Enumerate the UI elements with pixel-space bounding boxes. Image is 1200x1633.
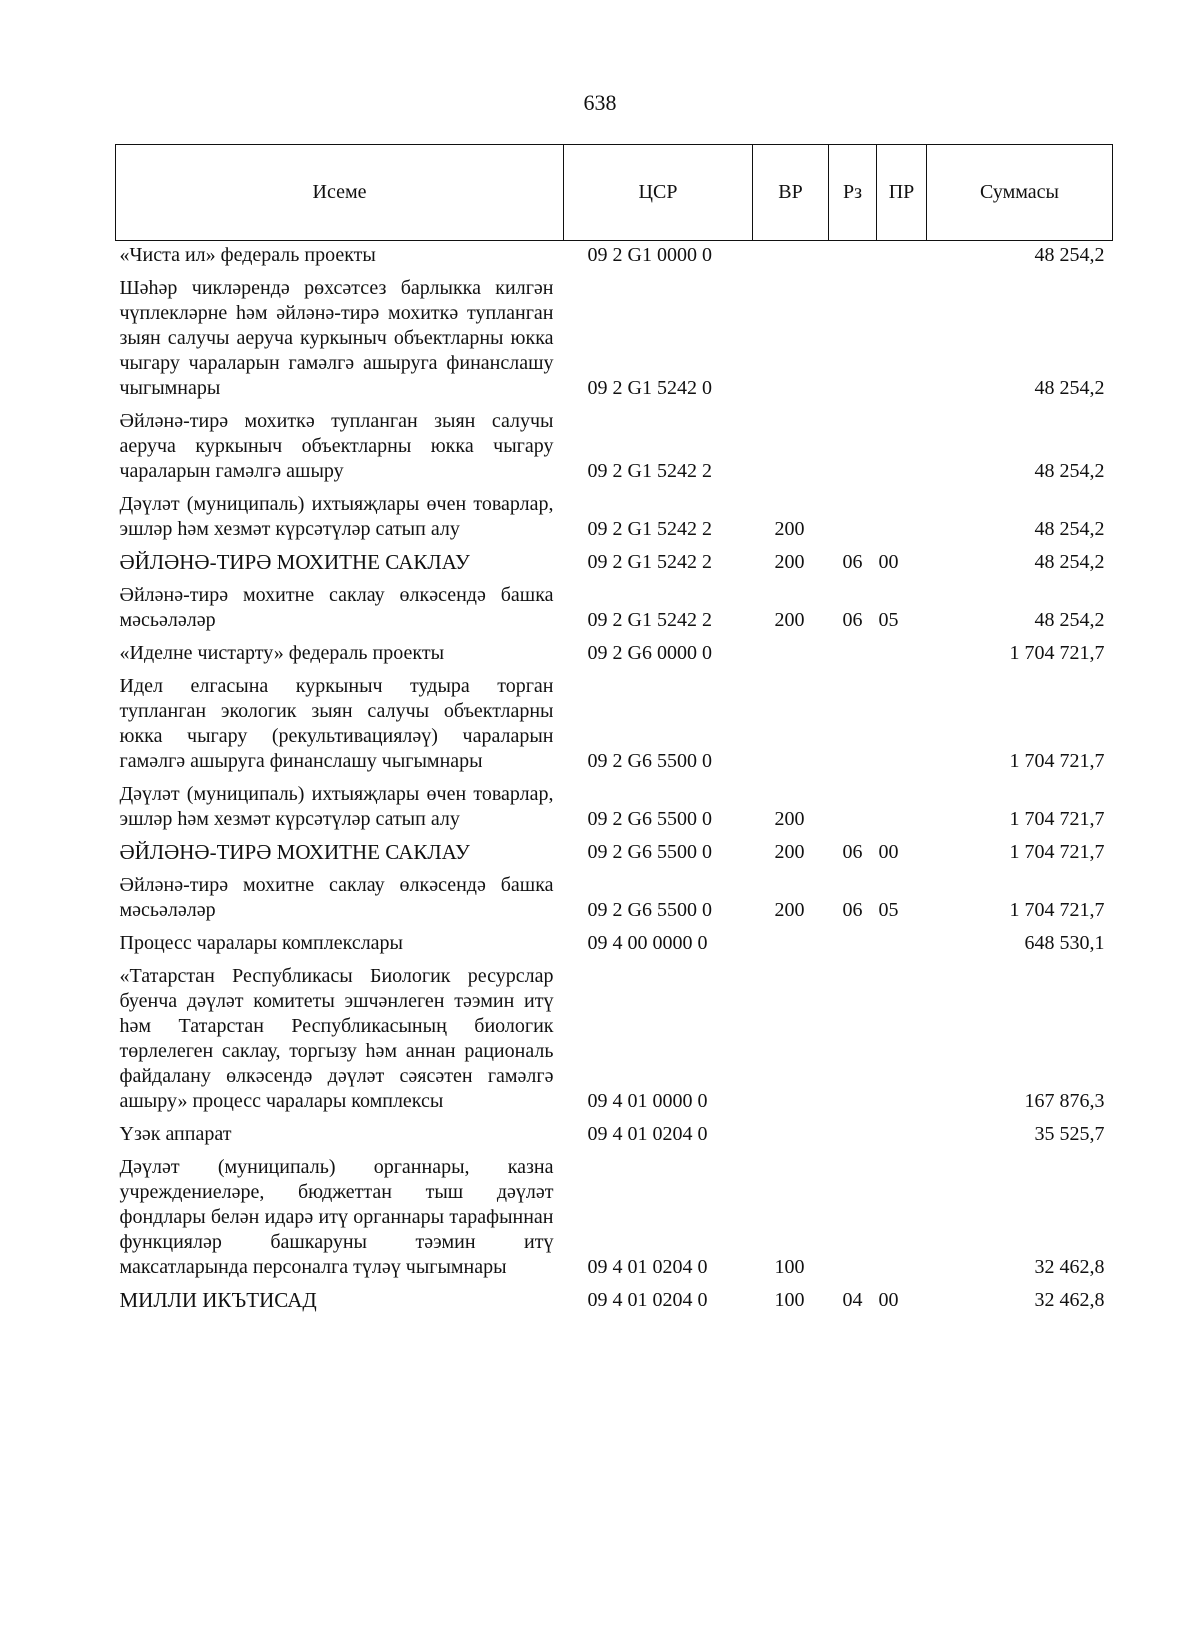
cell-vr: 200 — [774, 841, 805, 863]
table-row — [116, 545, 1113, 578]
cell-rz — [829, 777, 877, 835]
cell-rz: 06 — [842, 551, 863, 573]
cell-csr: 09 2 G1 5242 2 — [587, 609, 712, 631]
header-rz: Рз — [829, 145, 877, 241]
cell-name: «Чиста ил» федераль проекты — [119, 244, 376, 266]
table-row — [116, 636, 1113, 669]
budget-table — [115, 144, 1113, 1316]
cell-csr: 09 2 G1 5242 0 — [587, 377, 712, 399]
cell-csr: 09 2 G1 5242 2 — [587, 518, 712, 540]
header-name: Исеме — [116, 145, 564, 241]
cell-csr: 09 2 G1 5242 2 — [587, 551, 712, 573]
cell-pr: 00 — [878, 551, 899, 573]
header-pr: ПР — [877, 145, 927, 241]
cell-rz — [829, 959, 877, 1117]
cell-rz — [829, 241, 877, 272]
cell-rz: 04 — [842, 1289, 863, 1311]
cell-name: ӘЙЛӘНӘ-ТИРӘ МОХИТНЕ САКЛАУ — [119, 550, 470, 574]
cell-pr — [877, 271, 927, 404]
cell-rz: 06 — [842, 841, 863, 863]
cell-pr — [877, 669, 927, 777]
cell-vr — [753, 1117, 829, 1150]
table-row — [116, 271, 1113, 404]
header-vr: ВР — [753, 145, 829, 241]
cell-sum: 48 254,2 — [1034, 551, 1105, 573]
cell-csr: 09 2 G6 0000 0 — [587, 642, 712, 664]
page-number: 638 — [583, 90, 617, 115]
cell-rz — [829, 1117, 877, 1150]
cell-sum: 48 254,2 — [1034, 460, 1105, 482]
cell-rz — [829, 926, 877, 959]
cell-sum: 1 704 721,7 — [1009, 642, 1105, 664]
cell-rz — [829, 487, 877, 545]
table-row — [116, 1150, 1113, 1283]
cell-sum: 32 462,8 — [1034, 1256, 1105, 1278]
cell-name: Әйләнә-тирә мохиткә тупланган зыян салучы аеруча куркыныч объектларны юкка чыгару чараларын гамәлгә ашыру — [119, 410, 554, 482]
cell-name: Дәүләт (муниципаль) ихтыяҗлары өчен товарлар, эшләр һәм хезмәт күрсәтүләр сатып алу — [119, 493, 554, 540]
cell-vr: 200 — [774, 808, 805, 830]
cell-pr — [877, 636, 927, 669]
cell-vr — [753, 926, 829, 959]
cell-vr: 200 — [774, 551, 805, 573]
cell-vr — [753, 669, 829, 777]
table-row — [116, 578, 1113, 636]
cell-pr — [877, 1117, 927, 1150]
table-row — [116, 669, 1113, 777]
table-row — [116, 835, 1113, 868]
cell-csr: 09 4 01 0204 0 — [587, 1123, 708, 1145]
cell-name: Процесс чаралары комплекслары — [119, 932, 403, 954]
cell-csr: 09 2 G6 5500 0 — [587, 841, 712, 863]
cell-csr: 09 2 G6 5500 0 — [587, 899, 712, 921]
cell-pr: 05 — [878, 899, 899, 921]
cell-vr: 200 — [774, 518, 805, 540]
cell-vr — [753, 636, 829, 669]
cell-vr: 100 — [774, 1256, 805, 1278]
table-row — [116, 241, 1113, 272]
table-row — [116, 959, 1113, 1117]
cell-name: Дәүләт (муниципаль) ихтыяҗлары өчен товарлар, эшләр һәм хезмәт күрсәтүләр сатып алу — [119, 783, 554, 830]
cell-sum: 1 704 721,7 — [1009, 750, 1105, 772]
cell-vr — [753, 959, 829, 1117]
table-body — [116, 241, 1113, 1317]
table-row — [116, 404, 1113, 487]
cell-name: Үзәк аппарат — [119, 1123, 232, 1145]
cell-name: ӘЙЛӘНӘ-ТИРӘ МОХИТНЕ САКЛАУ — [119, 840, 470, 864]
cell-name: Шәһәр чикләрендә рөхсәтсез барлыкка килгән чүплекләрне һәм әйләнә-тирә мохиткә тупланган зыян салучы аеруча куркыныч объектларны юкка чыгару чараларын гамәлгә ашыруга финанслашу чыгымнары — [119, 277, 554, 399]
cell-name: Әйләнә-тирә мохитне саклау өлкәсендә башка мәсьәләләр — [119, 584, 554, 631]
cell-sum: 32 462,8 — [1034, 1289, 1105, 1311]
cell-csr: 09 2 G1 0000 0 — [587, 244, 712, 266]
cell-sum: 48 254,2 — [1034, 377, 1105, 399]
cell-pr — [877, 959, 927, 1117]
cell-vr — [753, 241, 829, 272]
cell-name: МИЛЛИ ИКЪТИСАД — [119, 1288, 317, 1312]
cell-pr — [877, 926, 927, 959]
cell-sum: 48 254,2 — [1034, 518, 1105, 540]
cell-sum: 648 530,1 — [1024, 932, 1105, 954]
table-row — [116, 1117, 1113, 1150]
cell-pr — [877, 404, 927, 487]
cell-csr: 09 4 01 0204 0 — [587, 1289, 708, 1311]
cell-sum: 1 704 721,7 — [1009, 808, 1105, 830]
cell-pr — [877, 487, 927, 545]
cell-rz: 06 — [842, 609, 863, 631]
table-header-row — [116, 145, 1113, 241]
cell-sum: 167 876,3 — [1024, 1090, 1105, 1112]
cell-rz — [829, 636, 877, 669]
cell-rz — [829, 271, 877, 404]
table-row — [116, 1283, 1113, 1316]
cell-name: Идел елгасына куркыныч тудыра торган тупланган экологик зыян салучы объектларны юкка чыгару (рекультивацияләү) чараларын гамәлгә ашыруга финанслашу чыгымнары — [119, 675, 554, 772]
cell-vr: 100 — [774, 1289, 805, 1311]
cell-name: «Татарстан Республикасы Биологик ресурслар буенча дәүләт комитеты эшчәнлеген тәэмин итү һәм Татарстан Республикасының биологик төрлелеген саклау, торгызу һәм аннан рациональ файдалану өлкәсендә дәүләт сәясәтен гамәлгә ашыру» процесс чаралары комплексы — [119, 965, 554, 1112]
cell-sum: 1 704 721,7 — [1009, 841, 1105, 863]
cell-csr: 09 4 01 0000 0 — [587, 1090, 708, 1112]
cell-vr — [753, 404, 829, 487]
cell-name: «Иделне чистарту» федераль проекты — [119, 642, 445, 664]
cell-sum: 48 254,2 — [1034, 244, 1105, 266]
cell-csr: 09 2 G6 5500 0 — [587, 750, 712, 772]
cell-rz — [829, 404, 877, 487]
table-row — [116, 777, 1113, 835]
table-row — [116, 487, 1113, 545]
cell-vr: 200 — [774, 609, 805, 631]
cell-csr: 09 2 G6 5500 0 — [587, 808, 712, 830]
cell-name: Дәүләт (муниципаль) органнары, казна учреждениеләре, бюджеттан тыш дәүләт фондлары белән идарә итү органнары тарафыннан функцияләр башкаруны тәэмин итү максатларында персоналга түләү чыгымнары — [119, 1156, 554, 1278]
cell-sum: 1 704 721,7 — [1009, 899, 1105, 921]
cell-pr: 05 — [878, 609, 899, 631]
cell-csr: 09 2 G1 5242 2 — [587, 460, 712, 482]
cell-pr — [877, 241, 927, 272]
table-row — [116, 868, 1113, 926]
cell-sum: 48 254,2 — [1034, 609, 1105, 631]
cell-csr: 09 4 00 0000 0 — [587, 932, 708, 954]
cell-csr: 09 4 01 0204 0 — [587, 1256, 708, 1278]
cell-pr: 00 — [878, 1289, 899, 1311]
header-csr: ЦСР — [564, 145, 753, 241]
cell-pr — [877, 777, 927, 835]
cell-name: Әйләнә-тирә мохитне саклау өлкәсендә башка мәсьәләләр — [119, 874, 554, 921]
cell-vr — [753, 271, 829, 404]
cell-pr: 00 — [878, 841, 899, 863]
cell-rz — [829, 1150, 877, 1283]
table-row — [116, 926, 1113, 959]
cell-pr — [877, 1150, 927, 1283]
header-sum: Суммасы — [927, 145, 1113, 241]
cell-vr: 200 — [774, 899, 805, 921]
cell-sum: 35 525,7 — [1034, 1123, 1105, 1145]
cell-rz — [829, 669, 877, 777]
cell-rz: 06 — [842, 899, 863, 921]
